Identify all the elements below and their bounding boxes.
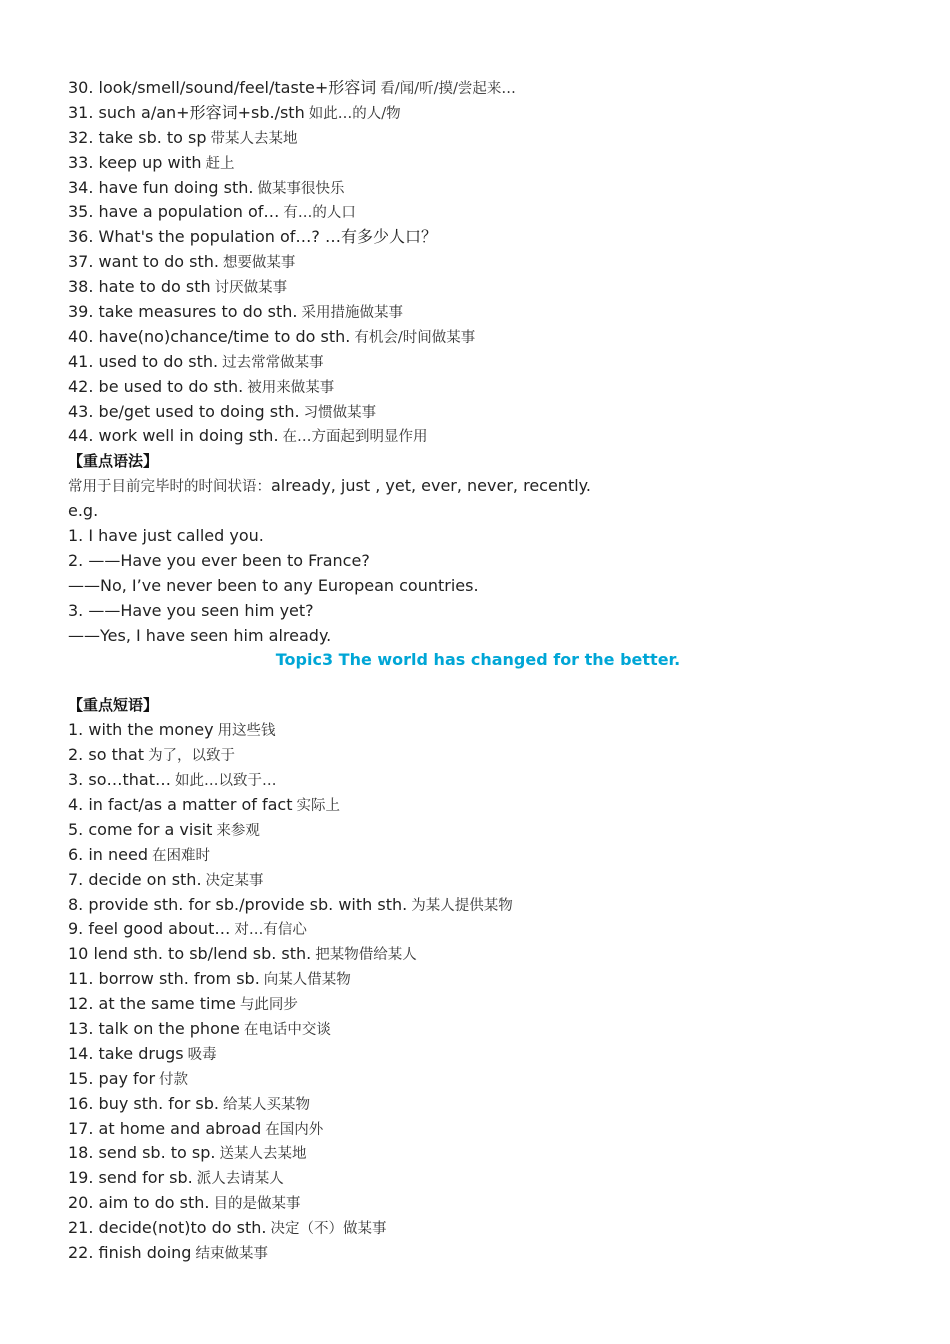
phrase-english: 30. look/smell/sound/feel/taste+形容词 xyxy=(68,78,377,97)
phrase-chinese: 目的是做某事 xyxy=(213,1196,301,1213)
phrase-chinese: 想要做某事 xyxy=(222,255,296,272)
phrase-item xyxy=(68,743,888,768)
phrase-english: 15. pay for xyxy=(68,1068,156,1088)
grammar-example: 1. I have just called you. xyxy=(68,526,264,546)
phrase-chinese: 决定（不）做某事 xyxy=(270,1221,387,1238)
phrase-chinese: 如此…以致于… xyxy=(174,773,277,790)
phrase-item xyxy=(68,101,888,126)
phrase-item xyxy=(68,200,888,225)
phrase-chinese: 实际上 xyxy=(296,797,340,814)
phrase-item xyxy=(68,893,888,918)
grammar-example: ——Yes, I have seen him already. xyxy=(68,625,332,645)
phrase-item xyxy=(68,400,888,425)
phrase-english: 32. take sb. to sp xyxy=(68,127,207,147)
phrase-item xyxy=(68,275,888,300)
phrase-english: 6. in need xyxy=(68,844,149,864)
phrase-item xyxy=(68,1042,888,1067)
grammar-heading: 【重点语法】 xyxy=(68,452,159,471)
phrase-item xyxy=(68,76,888,101)
phrase-item xyxy=(68,942,888,967)
phrase-english: 10 lend sth. to sb/lend sb. sth. xyxy=(68,944,312,964)
phrase-item xyxy=(68,868,888,893)
phrase-chinese: 吸毒 xyxy=(187,1046,217,1063)
phrase-item xyxy=(68,1141,888,1166)
phrase-item xyxy=(68,1092,888,1117)
phrase-chinese: 为了，以致于 xyxy=(148,748,236,765)
grammar-example: 2. ——Have you ever been to France? xyxy=(68,550,370,570)
phrase-english: 5. come for a visit xyxy=(68,819,213,839)
phrase-item xyxy=(68,300,888,325)
phrase-english: 3. so…that… xyxy=(68,770,171,790)
phrase-chinese: 为某人提供某物 xyxy=(411,897,513,914)
phrase-english: 38. hate to do sth xyxy=(68,277,211,297)
phrase-chinese: 看/闻/听/摸/尝起来… xyxy=(380,81,516,97)
phrase-chinese: 派人去请某人 xyxy=(196,1171,284,1188)
phrase-item xyxy=(68,992,888,1017)
phrase-item xyxy=(68,718,888,743)
phrase-chinese: 习惯做某事 xyxy=(303,404,377,421)
phrase-english: 17. at home and abroad xyxy=(68,1118,262,1138)
phrase-chinese: 在国内外 xyxy=(265,1121,324,1138)
phrase-english: 22. finish doing xyxy=(68,1242,192,1262)
phrase-item xyxy=(68,375,888,400)
phrase-item xyxy=(68,1017,888,1042)
phrase-item xyxy=(68,424,888,449)
phrase-item xyxy=(68,768,888,793)
phrase-english: 41. used to do sth. xyxy=(68,351,219,371)
phrase-item xyxy=(68,818,888,843)
document-body xyxy=(68,76,888,1266)
phrase-chinese: 给某人买某物 xyxy=(222,1096,310,1113)
grammar-intro-zh: 常用于目前完毕时的时间状语： xyxy=(68,479,271,496)
phrase-english: 2. so that xyxy=(68,745,145,765)
phrases-heading: 【重点短语】 xyxy=(68,696,159,715)
phrase-item xyxy=(68,967,888,992)
phrase-item xyxy=(68,1067,888,1092)
phrase-english: 36. What's the population of…? …有多少人口？ xyxy=(68,227,437,247)
phrase-english: 40. have(no)chance/time to do sth. xyxy=(68,326,351,346)
phrase-chinese: 在困难时 xyxy=(152,847,211,864)
phrase-english: 9. feel good about… xyxy=(68,919,231,939)
phrase-chinese: 做某事很快乐 xyxy=(257,180,345,197)
phrase-english: 19. send for sb. xyxy=(68,1168,193,1188)
phrase-item xyxy=(68,350,888,375)
phrase-chinese: 有…的人口 xyxy=(283,205,356,222)
phrase-item xyxy=(68,793,888,818)
phrase-chinese: 在…方面起到明显作用 xyxy=(282,429,428,446)
phrase-english: 43. be/get used to doing sth. xyxy=(68,401,300,421)
phrase-english: 44. work well in doing sth. xyxy=(68,426,279,446)
phrase-chinese: 来参观 xyxy=(216,822,260,839)
phrase-english: 33. keep up with xyxy=(68,152,202,172)
phrase-chinese: 带某人去某地 xyxy=(210,130,298,147)
phrase-item xyxy=(68,176,888,201)
grammar-example: ——No, I’ve never been to any European countries. xyxy=(68,575,479,595)
phrase-english: 31. such a/an+形容词+sb./sth xyxy=(68,102,305,122)
phrase-chinese: 付款 xyxy=(159,1071,189,1088)
phrase-english: 35. have a population of… xyxy=(68,202,280,222)
phrase-english: 37. want to do sth. xyxy=(68,252,219,272)
topic-title: Topic3 The world has changed for the better. xyxy=(275,650,681,670)
phrase-english: 20. aim to do sth. xyxy=(68,1193,210,1213)
phrase-chinese: 向某人借某物 xyxy=(263,972,351,989)
phrase-item xyxy=(68,1241,888,1266)
phrase-english: 42. be used to do sth. xyxy=(68,376,244,396)
grammar-example: 3. ——Have you seen him yet? xyxy=(68,600,314,620)
phrase-chinese: 如此…的人/物 xyxy=(308,105,401,122)
phrase-item xyxy=(68,917,888,942)
phrase-english: 21. decide(not)to do sth. xyxy=(68,1218,267,1238)
phrase-chinese: 结束做某事 xyxy=(195,1245,268,1262)
phrase-item xyxy=(68,126,888,151)
phrase-item xyxy=(68,225,888,250)
phrase-english: 1. with the money xyxy=(68,720,214,740)
phrase-chinese: 赶上 xyxy=(205,155,235,172)
phrase-english: 12. at the same time xyxy=(68,994,236,1014)
phrase-english: 4. in fact/as a matter of fact xyxy=(68,794,293,814)
grammar-eg: e.g. xyxy=(68,501,99,521)
phrase-chinese: 采用措施做某事 xyxy=(301,305,403,322)
phrase-chinese: 过去常常做某事 xyxy=(222,354,324,371)
phrase-item xyxy=(68,1166,888,1191)
phrase-list-part2 xyxy=(68,718,888,1266)
phrase-item xyxy=(68,1216,888,1241)
phrase-english: 18. send sb. to sp. xyxy=(68,1143,216,1163)
phrase-english: 39. take measures to do sth. xyxy=(68,302,298,322)
phrase-english: 7. decide on sth. xyxy=(68,869,202,889)
phrase-item xyxy=(68,151,888,176)
phrase-english: 34. have fun doing sth. xyxy=(68,177,254,197)
phrase-item xyxy=(68,843,888,868)
phrase-chinese: 被用来做某事 xyxy=(247,379,335,396)
phrase-english: 8. provide sth. for sb./provide sb. with sth. xyxy=(68,894,408,914)
grammar-intro-en: already, just , yet, ever, never, recently. xyxy=(271,476,591,496)
phrase-english: 14. take drugs xyxy=(68,1043,184,1063)
phrase-english: 16. buy sth. for sb. xyxy=(68,1093,219,1113)
phrase-chinese: 对…有信心 xyxy=(234,922,307,939)
phrase-chinese: 决定某事 xyxy=(205,872,264,889)
phrase-english: 11. borrow sth. from sb. xyxy=(68,969,260,989)
phrase-list-part1 xyxy=(68,76,888,449)
phrase-item xyxy=(68,250,888,275)
phrase-chinese: 有机会/时间做某事 xyxy=(354,329,476,346)
grammar-intro xyxy=(68,474,888,499)
phrase-chinese: 把某物借给某人 xyxy=(315,947,417,964)
phrase-english: 13. talk on the phone xyxy=(68,1018,240,1038)
phrase-chinese: 与此同步 xyxy=(239,997,298,1014)
phrase-chinese: 在电话中交谈 xyxy=(243,1021,331,1038)
phrase-chinese: 送某人去某地 xyxy=(219,1146,307,1163)
spacer xyxy=(68,673,888,693)
phrase-item xyxy=(68,1191,888,1216)
phrase-chinese: 用这些钱 xyxy=(217,723,276,740)
phrase-item xyxy=(68,1117,888,1142)
phrase-chinese: 讨厌做某事 xyxy=(214,280,288,297)
phrase-item xyxy=(68,325,888,350)
